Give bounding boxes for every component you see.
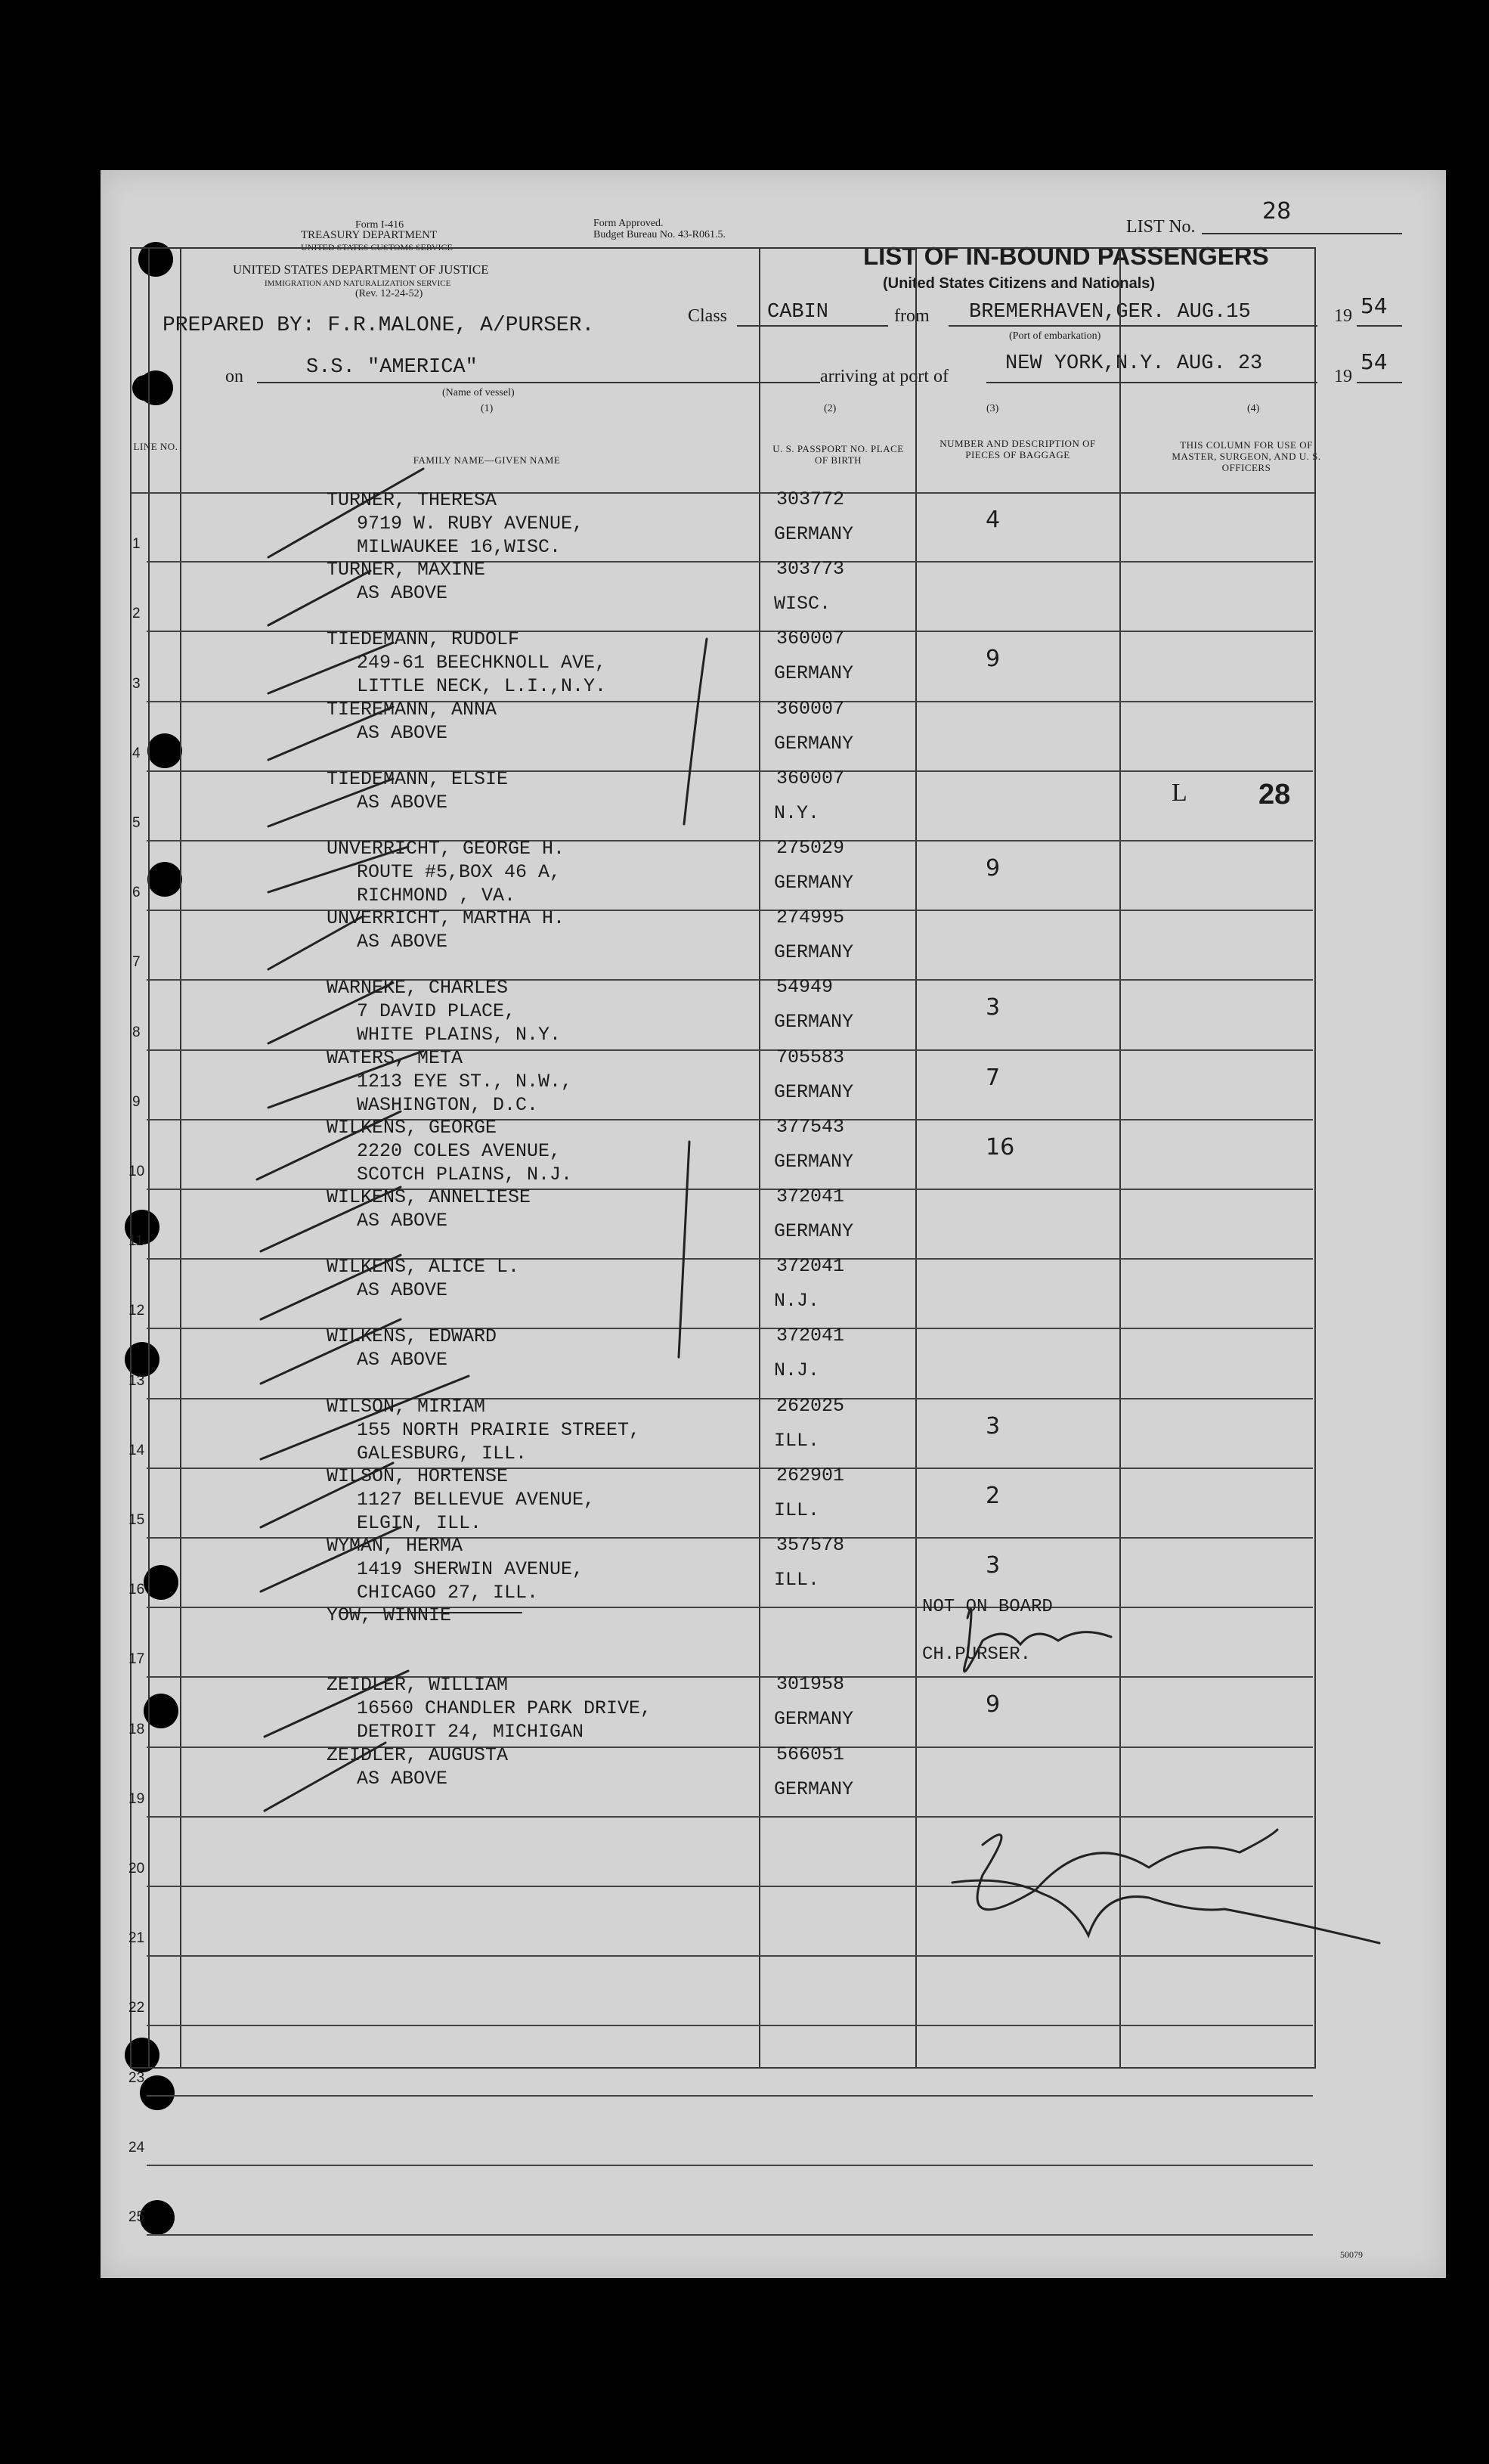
baggage-count: 4: [986, 507, 1001, 533]
place-of-birth: GERMANY: [774, 1708, 854, 1731]
row-divider: [147, 1816, 1313, 1818]
passenger-address: AS ABOVE: [357, 721, 448, 744]
from-label: from: [894, 306, 930, 326]
line-number: 7: [132, 954, 141, 971]
row-divider: [147, 2165, 1313, 2166]
row-divider: [147, 1537, 1313, 1539]
treasury-department: TREASURY DEPARTMENT: [301, 229, 438, 241]
place-of-birth: N.J.: [774, 1359, 820, 1382]
passenger-name: ZEIDLER, AUGUSTA: [327, 1743, 509, 1766]
vessel-caption: (Name of vessel): [442, 387, 515, 398]
place-of-birth: GERMANY: [774, 872, 854, 894]
line-number: 8: [132, 1024, 141, 1040]
punch-hole: [140, 2075, 175, 2110]
row-divider: [147, 1955, 1313, 1957]
form-approved: Form Approved.: [593, 218, 664, 229]
place-of-birth: N.Y.: [774, 801, 820, 824]
row-divider: [147, 1189, 1313, 1190]
page-title: LIST OF IN-BOUND PASSENGERS: [863, 242, 1269, 270]
row-divider: [147, 840, 1313, 841]
passenger-name: WILKENS, ALICE L.: [327, 1256, 520, 1278]
line-number: 10: [128, 1164, 145, 1179]
baggage-count: 3: [986, 994, 1001, 1021]
baggage-count: 16: [986, 1133, 1015, 1161]
customs-service: UNITED STATES CUSTOMS SERVICE: [301, 242, 453, 253]
passport-number: 360007: [776, 767, 845, 789]
passport-number: 357578: [776, 1534, 845, 1556]
passenger-name: TURNER, MAXINE: [327, 559, 486, 581]
passport-number: 301958: [776, 1673, 845, 1696]
row-divider: [147, 2234, 1313, 2236]
prepared-by: PREPARED BY: F.R.MALONE, A/PURSER.: [163, 314, 595, 337]
passenger-address: 1419 SHERWIN AVENUE, CHICAGO 27, ILL.: [357, 1558, 584, 1604]
immigration-service: IMMIGRATION AND NATURALIZATION SERVICE: [265, 279, 451, 288]
column-header-divider: [132, 492, 1314, 494]
row-divider: [147, 631, 1313, 632]
passenger-name: WILSON, HORTENSE: [327, 1464, 509, 1487]
passenger-address: 7 DAVID PLACE, WHITE PLAINS, N.Y.: [357, 1000, 562, 1046]
form-code: 50079: [1340, 2249, 1363, 2260]
line-number: 14: [128, 1442, 145, 1458]
list-number-label: LIST No.: [1126, 217, 1196, 237]
row-divider: [147, 1119, 1313, 1120]
passport-number: 262025: [776, 1394, 845, 1417]
baggage-count: 2: [986, 1482, 1001, 1509]
passenger-address: 1213 EYE ST., N.W., WASHINGTON, D.C.: [357, 1070, 573, 1116]
place-of-birth: GERMANY: [774, 523, 854, 545]
passport-number: 377543: [776, 1115, 845, 1138]
arrival-year-prefix: 19: [1334, 367, 1352, 386]
form-revision: (Rev. 12-24-52): [355, 288, 423, 299]
passport-number: 274995: [776, 907, 845, 929]
row-divider: [147, 1676, 1313, 1678]
place-of-birth: ILL.: [774, 1499, 820, 1521]
passenger-name: WYMAN, HERMA: [327, 1535, 463, 1557]
line-number: 24: [128, 2139, 145, 2156]
place-of-birth: GERMANY: [774, 1011, 854, 1034]
line-number: 6: [132, 885, 141, 901]
year-underline: [1357, 325, 1402, 327]
passenger-address: AS ABOVE: [357, 582, 448, 605]
arrival-year-underline: [1357, 382, 1402, 383]
column-header-officers: THIS COLUMN FOR USE OF MASTER, SURGEON, AND U. S. OFFICERS: [1172, 439, 1321, 473]
line-number: 4: [132, 745, 141, 761]
line-number: 3: [132, 675, 141, 692]
place-of-birth: GERMANY: [774, 732, 854, 755]
baggage-count: 7: [986, 1064, 1001, 1091]
passenger-address: 1127 BELLEVUE AVENUE, ELGIN, ILL.: [357, 1488, 596, 1534]
row-divider: [147, 1049, 1313, 1051]
officer-mark-letter: L: [1172, 779, 1187, 807]
column-divider: [148, 249, 150, 2067]
line-number: 16: [128, 1582, 145, 1598]
passenger-address: 16560 CHANDLER PARK DRIVE, DETROIT 24, MICHIGAN: [357, 1697, 652, 1743]
passenger-address: AS ABOVE: [357, 931, 448, 953]
passport-number: 372041: [776, 1186, 845, 1207]
passport-number: 360007: [776, 697, 845, 720]
row-divider: [147, 1468, 1313, 1469]
passenger-address: AS ABOVE: [357, 1279, 448, 1302]
vessel-name: S.S. "AMERICA": [306, 356, 478, 379]
year-value: 54: [1361, 293, 1388, 318]
passport-number: 262901: [776, 1464, 845, 1486]
class-value: CABIN: [767, 301, 829, 324]
not-on-board-note: NOT ON BOARD: [922, 1597, 1053, 1617]
budget-bureau: Budget Bureau No. 43-R061.5.: [593, 229, 726, 240]
column-number-3: (3): [986, 403, 999, 414]
place-of-birth: GERMANY: [774, 1080, 854, 1103]
class-label: Class: [688, 306, 728, 326]
line-number: 18: [128, 1721, 145, 1737]
passenger-address: 249-61 BEECHKNOLL AVE, LITTLE NECK, L.I.,N.Y.: [357, 652, 607, 698]
arriving-label: arriving at port of: [820, 367, 949, 386]
row-divider: [147, 910, 1313, 911]
column-divider: [915, 249, 917, 2067]
page-subtitle: (United States Citizens and Nationals): [883, 275, 1156, 292]
line-number: 20: [128, 1861, 145, 1877]
place-of-birth: ILL.: [774, 1429, 820, 1452]
row-divider: [147, 1398, 1313, 1399]
line-number: 13: [128, 1372, 145, 1389]
line-number: 23: [128, 2069, 145, 2086]
baggage-count: 3: [986, 1412, 1001, 1440]
list-number-underline: [1202, 233, 1402, 234]
line-number: 11: [128, 1233, 144, 1250]
arrival-year-value: 54: [1361, 349, 1388, 374]
passenger-address: AS ABOVE: [357, 1210, 448, 1232]
line-number: 25: [128, 2209, 145, 2225]
line-number: 15: [128, 1512, 145, 1528]
line-number: 17: [128, 1651, 145, 1668]
passenger-name: WARNEKE, CHARLES: [327, 977, 509, 1000]
year-prefix: 19: [1334, 306, 1352, 326]
line-number: 5: [132, 815, 141, 831]
passenger-name: TIEDEMANN, RUDOLF: [327, 628, 520, 651]
department-of-justice: UNITED STATES DEPARTMENT OF JUSTICE: [233, 262, 489, 277]
passenger-address: 2220 COLES AVENUE, SCOTCH PLAINS, N.J.: [357, 1139, 573, 1186]
place-of-birth: N.J.: [774, 1290, 820, 1313]
passenger-address: 9719 W. RUBY AVENUE, MILWAUKEE 16,WISC.: [357, 513, 584, 558]
column-header-line-no: LINE NO.: [133, 441, 178, 452]
column-divider: [759, 249, 760, 2067]
passport-number: 372041: [776, 1325, 845, 1347]
line-number: 9: [132, 1093, 141, 1110]
passport-number: 303772: [776, 488, 845, 510]
column-number-4: (4): [1247, 403, 1260, 414]
column-number-2: (2): [824, 403, 837, 414]
column-divider: [180, 249, 181, 2067]
passenger-name: TIEDEMANN, ELSIE: [327, 767, 509, 790]
chief-purser-note: CH.PURSER.: [922, 1644, 1032, 1665]
passenger-address: AS ABOVE: [357, 1767, 448, 1790]
form-number: Form I-416: [355, 219, 404, 231]
passenger-name: UNVERRICHT, MARTHA H.: [327, 907, 565, 930]
passenger-address: 155 NORTH PRAIRIE STREET, GALESBURG, ILL.: [357, 1418, 641, 1464]
passport-number: 566051: [776, 1743, 845, 1765]
passenger-address: AS ABOVE: [357, 1349, 448, 1371]
column-header-passport: U. S. PASSPORT NO. PLACE OF BIRTH: [772, 443, 904, 466]
passenger-address: ROUTE #5,BOX 46 A, RICHMOND , VA.: [357, 861, 562, 907]
baggage-count: 3: [986, 1552, 1001, 1579]
row-divider: [147, 1258, 1313, 1260]
passport-number: 372041: [776, 1255, 845, 1278]
passenger-address: AS ABOVE: [357, 791, 448, 814]
passenger-name: ZEIDLER, WILLIAM: [327, 1674, 509, 1697]
place-of-birth: GERMANY: [774, 662, 854, 685]
passenger-name: WATERS, META: [327, 1046, 463, 1069]
baggage-count: 9: [986, 1691, 1001, 1719]
passenger-name: UNVERRICHT, GEORGE H.: [327, 838, 565, 860]
row-divider: [147, 561, 1313, 563]
baggage-count: 9: [986, 855, 1001, 882]
from-value: BREMERHAVEN,GER. AUG.15: [969, 301, 1251, 324]
place-of-birth: GERMANY: [774, 1150, 854, 1173]
list-number: 28: [1262, 198, 1292, 225]
passenger-name: WILSON, MIRIAM: [327, 1395, 486, 1418]
passport-number: 303773: [776, 558, 845, 581]
passport-number: 275029: [776, 837, 845, 859]
row-divider: [147, 2095, 1313, 2097]
punch-hole: [140, 2200, 175, 2235]
row-divider: [147, 770, 1313, 772]
place-of-birth: GERMANY: [774, 941, 854, 964]
line-number: 12: [128, 1303, 145, 1319]
line-number: 1: [132, 536, 141, 553]
row-divider: [147, 1886, 1313, 1887]
passenger-name: TURNER, THERESA: [327, 489, 497, 511]
passenger-name: TIEREMANN, ANNA: [327, 698, 497, 721]
column-number-1: (1): [481, 403, 494, 414]
row-divider: [147, 2025, 1313, 2026]
passenger-name: WILKENS, EDWARD: [327, 1325, 497, 1348]
place-of-birth: ILL.: [774, 1569, 820, 1591]
column-header-baggage: NUMBER AND DESCRIPTION OF PIECES OF BAGGAGE: [940, 438, 1096, 460]
passenger-name: YOW, WINNIE: [327, 1604, 452, 1627]
passport-number: 54949: [776, 976, 834, 999]
passenger-table: [130, 247, 1321, 2069]
place-of-birth: WISC.: [774, 593, 831, 615]
on-label: on: [225, 367, 243, 386]
passenger-name: WILKENS, GEORGE: [327, 1116, 497, 1139]
row-divider: [147, 1328, 1313, 1329]
row-divider: [147, 979, 1313, 981]
passenger-name: WILKENS, ANNELIESE: [327, 1186, 531, 1208]
place-of-birth: GERMANY: [774, 1220, 854, 1242]
arrival-value: NEW YORK,N.Y. AUG. 23: [1005, 352, 1263, 375]
row-divider: [147, 701, 1313, 702]
line-number: 22: [128, 2000, 145, 2016]
passport-number: 360007: [776, 628, 845, 650]
column-divider: [1119, 249, 1121, 2067]
place-of-birth: GERMANY: [774, 1777, 854, 1800]
column-header-name: FAMILY NAME—GIVEN NAME: [413, 454, 561, 466]
line-number: 21: [128, 1930, 145, 1947]
passport-number: 705583: [776, 1046, 845, 1068]
line-number: 2: [132, 606, 141, 622]
line-number: 19: [128, 1790, 145, 1807]
row-divider: [147, 1607, 1313, 1608]
port-of-embarkation-caption: (Port of embarkation): [1009, 330, 1101, 342]
row-divider: [147, 1746, 1313, 1748]
baggage-count: 9: [986, 646, 1001, 673]
officer-mark-number: 28: [1258, 779, 1291, 810]
